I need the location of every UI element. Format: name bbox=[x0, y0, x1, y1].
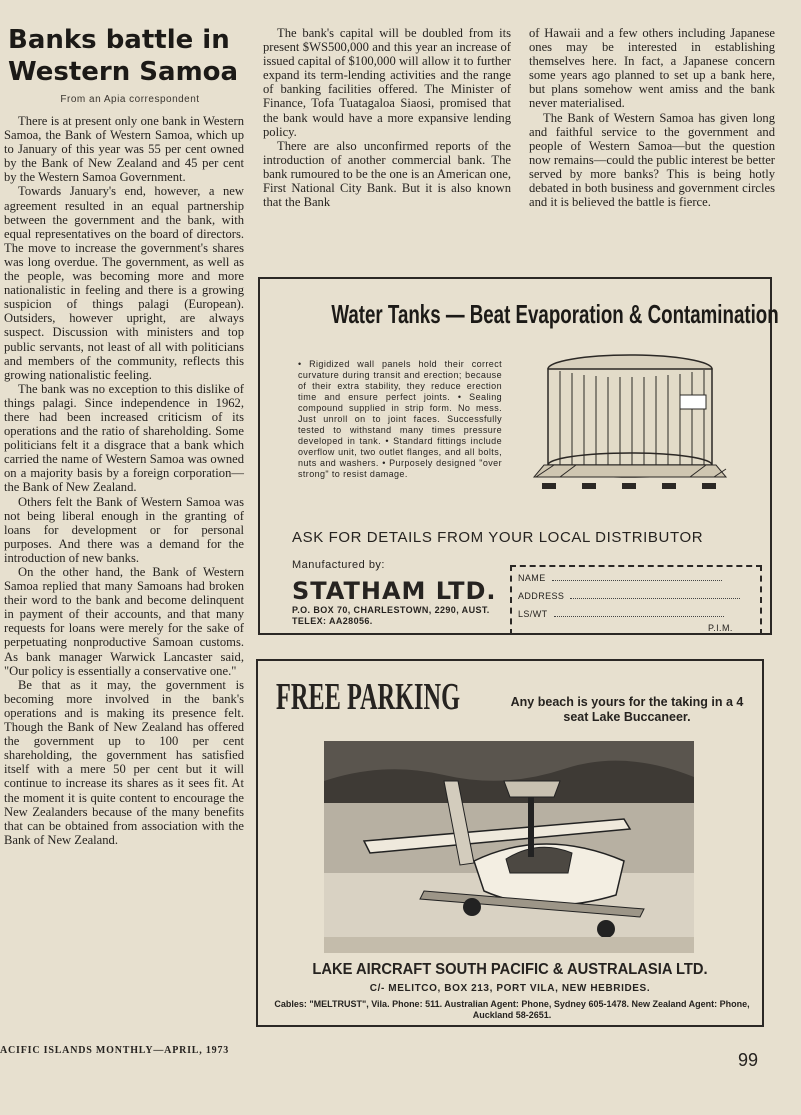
paragraph: On the other hand, the Bank of Western Samoa replied that many Samoans had broken their word to the bank and become delinquent in payment of their accounts, and that many requests for loans were merely for the sake of perpetuating nonproductive Samoan customs. As bank manager Warwick Lancaster said, "Our policy is essentially a conservative one." bbox=[4, 565, 244, 678]
aircraft-company-address: C/- MELITCO, BOX 213, PORT VILA, NEW HEBRIDES. bbox=[369, 983, 651, 994]
paragraph: Be that as it may, the government is becoming more involved in the bank's operations and is making its presence felt. Though the Bank of New Zealand has offered the government up to 100 per cent shareholding, the government has satisfied itself with a mere 50 per cent but it will continue to increase its shares as it sees fit. At the moment it is quite content to encourage the New Zealanders because of the many benefits that can be obtained from association with the Bank of New Zealand. bbox=[4, 677, 244, 847]
water-tanks-ad bbox=[258, 277, 779, 635]
coupon-address-line bbox=[570, 598, 740, 599]
page-number: 99 bbox=[738, 1050, 759, 1070]
paragraph: The bank's capital will be doubled from its present $WS500,000 and this year an increase of issued capital of $100,000 will allow it to further expand its term-lending activities and the range of banking facilities offered. The Minister of Finance, Tofa Tuatagaloa Siaosi, promised that the bank would have a more expansive lending policy. bbox=[263, 26, 511, 139]
coupon-name-line bbox=[552, 580, 722, 581]
coupon-lswt-label: LS/WT bbox=[518, 609, 548, 619]
reply-coupon bbox=[510, 565, 762, 635]
paragraph: of Hawaii and a few others including Japanese ones may be interested in establishing themselves here. In fact, a Japanese concern some years ago planned to set up a bank here, but plans somehow went amiss and the bank never materialised. bbox=[529, 26, 775, 111]
manufacturer-name: STATHAM LTD. bbox=[292, 577, 497, 605]
paragraph: The bank was no exception to this dislike of things palagi. Since independence in 1962, there had been increased criticism of its operations and the ratio of shareholding. Some politicians felt it a disgrace that a bank which carried the name of Western Samoa was owned on a majority basis by a foreign corporation—the Bank of New Zealand. bbox=[4, 381, 244, 495]
article-column-2 bbox=[263, 26, 511, 209]
paragraph: There is at present only one bank in Western Samoa, the Bank of Western Samoa, which up to January of this year was 55 per cent owned by the Bank of New Zealand and 45 per cent by the Western Samoa Government. bbox=[4, 114, 244, 185]
paragraph: Others felt the Bank of Western Samoa was not being liberal enough in the granting of loans for development or for personal purposes. And there was a demand for the introduction of new banks. bbox=[4, 494, 244, 565]
aircraft-company: LAKE AIRCRAFT SOUTH PACIFIC & AUSTRALASIA LTD. bbox=[312, 961, 708, 978]
masthead-footer: ACIFIC ISLANDS MONTHLY—APRIL, 1973 bbox=[0, 1045, 230, 1056]
aircraft-company-contacts: Cables: "MELTRUST", Vila. Phone: 511. Australian Agent: Phone, Sydney 605-1478. New Zealand Agent: Phone, Auckland 58-2651. bbox=[274, 999, 750, 1020]
ad-call-to-action: ASK FOR DETAILS FROM YOUR LOCAL DISTRIBUTOR bbox=[292, 529, 704, 546]
headline-line-1: Banks battle in bbox=[8, 25, 230, 55]
ad-tagline: Any beach is yours for the taking in a 4 seat Lake Buccaneer. bbox=[510, 695, 744, 724]
paragraph: The Bank of Western Samoa has given long and faithful service to the government and people of Western Samoa—but the question now remains—could the public interest be better served by more banks? This is being hotly debated in both business and government circles and it is believed the battle is fierce. bbox=[529, 110, 775, 210]
ad-body: • Rigidized wall panels hold their correct curvature during transit and erection; because of their extra stability, they reduce erection time and ensure perfect joints. • Sealing compound supplied in strip form. No mess. Just unroll on to joint faces. Successfully tested to withstand many times pressure developed in tank. • Standard fittings include overflow unit, two outlet flanges, and all bolts, nuts and washers. • Purposely designed "over strong" to resist damage. bbox=[298, 359, 502, 479]
coupon-name-label: NAME bbox=[518, 573, 546, 583]
paragraph: Towards January's end, however, a new agreement resulted in an equal partnership between the government and the bank, with equal representatives on the board of directors. The move to increase the government's shares was long overdue. The government, as well as the people, was becoming more and more nationalistic in feeling and there is a growing suspicion of things palagi (European). Outsiders, however upright, are always suspect. Discussion with ministers and top public servants, not least of all with politicians and members of the community, reflects this growing nationalistic feeling. bbox=[4, 184, 244, 382]
byline: From an Apia correspondent bbox=[60, 94, 200, 105]
manufactured-by-label: Manufactured by: bbox=[292, 559, 385, 571]
manufacturer-address: P.O. BOX 70, CHARLESTOWN, 2290, AUST. TELEX: AA28056. bbox=[292, 605, 490, 626]
ad-title: Water Tanks — Beat Evaporation & Contamination bbox=[331, 299, 779, 329]
coupon-address-label: ADDRESS bbox=[518, 591, 565, 601]
article-headline bbox=[8, 24, 248, 88]
water-tank-illustration bbox=[530, 345, 736, 495]
ad-title: FREE PARKING bbox=[276, 676, 460, 718]
article-column-1 bbox=[4, 114, 244, 847]
headline-line-2: Western Samoa bbox=[8, 57, 239, 87]
coupon-lswt-line bbox=[554, 616, 724, 617]
article-column-3 bbox=[529, 26, 775, 209]
seaplane-photo bbox=[324, 741, 694, 953]
paragraph: There are also unconfirmed reports of the introduction of another commercial bank. The bank rumoured to be the one is an American one, First National City Bank. But it is also known that the Bank bbox=[263, 138, 511, 210]
coupon-code: P.I.M. bbox=[708, 623, 733, 633]
free-parking-ad bbox=[256, 659, 764, 1027]
